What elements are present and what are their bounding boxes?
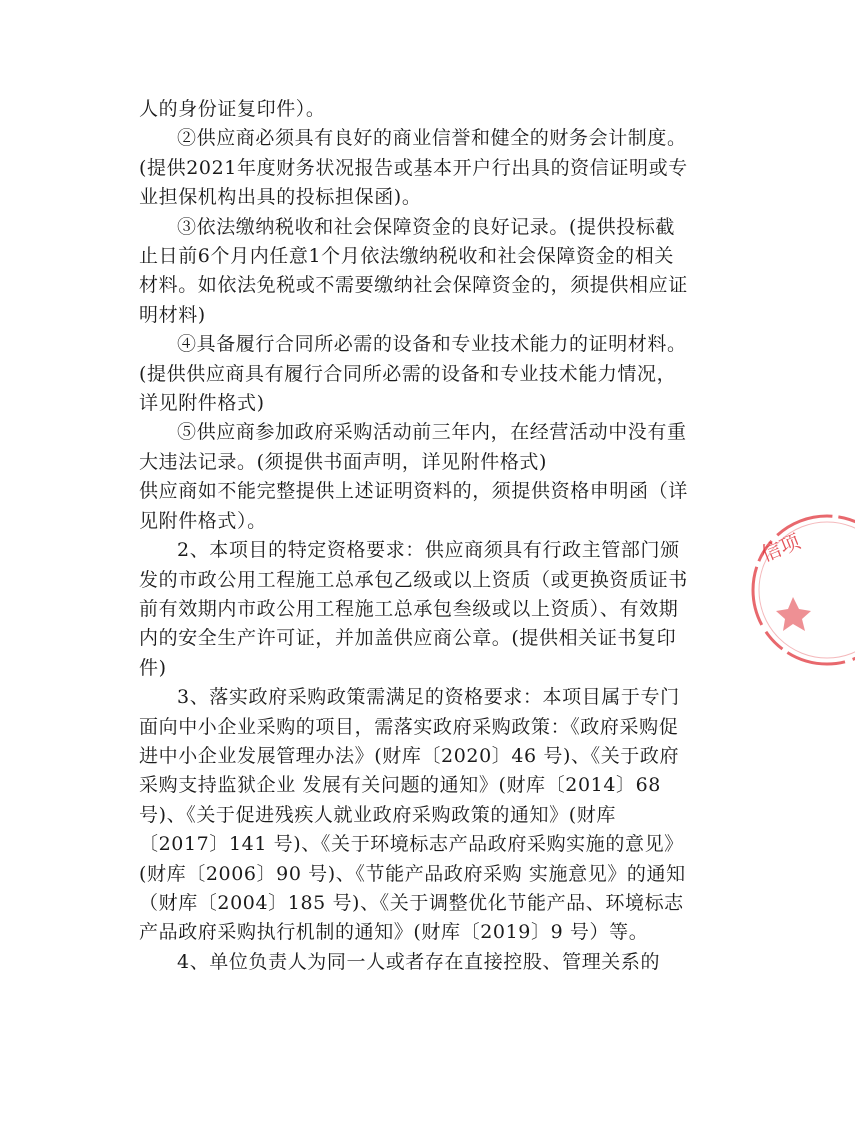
paragraph-equipment-capability: ④具备履行合同所必需的设备和专业技术能力的证明材料。(提供供应商具有履行合同所必需的设备和专业技术能力情况，详见附件格式) bbox=[139, 333, 687, 415]
paragraph-tax-social-security: ③依法缴纳税收和社会保障资金的良好记录。(提供投标截止日前6个月内任意1个月依法缴纳税收和社会保障资金的相关材料。如依法免税或不需要缴纳社会保障资金的，须提供相应证明材料) bbox=[139, 215, 688, 326]
red-seal-stamp bbox=[745, 505, 855, 675]
paragraph-qualification-declaration: 供应商如不能完整提供上述证明资料的，须提供资格申明函（详见附件格式）。 bbox=[139, 480, 688, 532]
paragraph-specific-qualification: 2、本项目的特定资格要求：供应商须具有行政主管部门颁发的市政公用工程施工总承包乙级或以上资质（或更换资质证书前有效期内市政公用工程施工总承包叁级或以上资质）、有效期内的安全生产许可证，并加盖供应商公章。(提供相关证书复印件) bbox=[139, 539, 688, 679]
seal-star bbox=[776, 597, 811, 631]
seal-ring bbox=[753, 516, 855, 664]
seal-text: 信项 bbox=[757, 529, 804, 567]
paragraph-no-violation-record: ⑤供应商参加政府采购活动前三年内，在经营活动中没有重大违法记录。(须提供书面声明，详见附件格式) bbox=[139, 421, 687, 473]
document-body bbox=[139, 95, 691, 977]
paragraph-control-relationship: 4、单位负责人为同一人或者存在直接控股、管理关系的 bbox=[177, 950, 661, 973]
paragraph-financial-credit: ②供应商必须具有良好的商业信誉和健全的财务会计制度。(提供2021年度财务状况报告或基本开户行出具的资信证明或专业担保机构出具的投标担保函)。 bbox=[139, 127, 688, 209]
paragraph-id-copy-tail: 人的身份证复印件）。 bbox=[139, 98, 326, 120]
paragraph-procurement-policy: 3、落实政府采购政策需满足的资格要求：本项目属于专门面向中小企业采购的项目，需落实政府采购政策：《政府采购促进中小企业发展管理办法》(财库〔2020〕46 号)、《关于政府采购支持监狱企业 发展有关问题的通知》(财库〔2014〕68 号)、《关于促进残疾人就业政府采购政策的通知》(财库〔2017〕141 号)、《关于环境标志产品政府采购实施的意见》(财库〔2006〕90 号)、《节能产品政府采购 实施意见》的通知（财库〔2004〕185 号)、《关于调整优化节能产品、环境标志产品政府采购执行机制的通知》(财库〔2019〕9 号）等。 bbox=[139, 686, 686, 944]
